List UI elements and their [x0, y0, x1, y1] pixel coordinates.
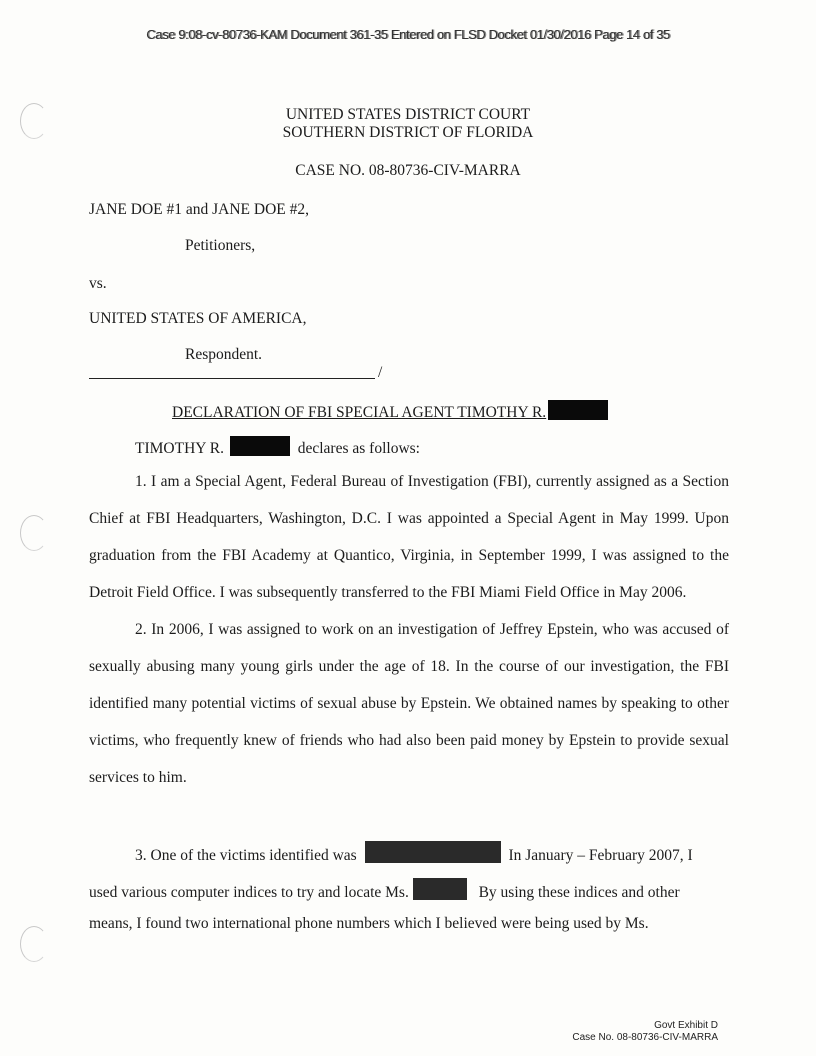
redaction-block	[365, 841, 501, 863]
paragraph-1: 1. I am a Special Agent, Federal Bureau of Investigation (FBI), currently assigned as a Section Chief at FBI Headquarters, Washington, D.C. I was appointed a Special Agent in May 1999. Upon graduation from the FBI Academy at Quantico, Virginia, in September 1999, I was assigned to the Detroit Field Office. I was subsequently transferred to the FBI Miami Field Office in May 2006.	[89, 473, 729, 601]
intro-rest: declares as follows:	[297, 440, 420, 457]
declaration-title-text: DECLARATION OF FBI SPECIAL AGENT TIMOTHY R.	[172, 404, 547, 421]
respondent-role: Respondent.	[185, 346, 263, 363]
case-number: CASE NO. 08-80736-CIV-MARRA	[295, 162, 521, 179]
exhibit-label: Govt Exhibit D	[654, 1020, 718, 1031]
redaction-block	[230, 436, 290, 456]
paragraph-2: 2. In 2006, I was assigned to work on an investigation of Jeffrey Epstein, who was accused of sexually abusing many young girls under the age of 18. In the course of our investigation, the FBI identified many potential victims of sexual abuse by Epstein. We obtained names by speaking to other victims, who frequently knew of friends who had also been paid money by Epstein to provide sexual services to him.	[89, 621, 729, 786]
petitioners-names: JANE DOE #1 and JANE DOE #2,	[89, 201, 309, 218]
paragraph-3-line3: means, I found two international phone numbers which I believed were being used by Ms.	[89, 915, 649, 932]
court-filing-header-stamp: Case 9:08-cv-80736-KAM Document 361-35 Entered on FLSD Docket 01/30/2016 Page 14 of 35	[146, 27, 670, 42]
binder-hole-mark-middle	[20, 515, 48, 551]
caption-slash: /	[378, 364, 383, 381]
caption-signature-line	[89, 378, 375, 379]
court-name-line2: SOUTHERN DISTRICT OF FLORIDA	[282, 124, 534, 141]
petitioners-role: Petitioners,	[185, 237, 256, 254]
exhibit-stamp	[572, 1020, 718, 1044]
paragraph-3-line1	[135, 841, 693, 865]
respondent-name: UNITED STATES OF AMERICA,	[89, 310, 307, 327]
declaration-title	[172, 400, 608, 422]
p3-text-d: By using these indices and other	[478, 884, 680, 901]
p3-text-a: 3. One of the victims identified was	[135, 847, 357, 864]
exhibit-case-number: Case No. 08-80736-CIV-MARRA	[572, 1032, 718, 1043]
declaration-intro	[135, 436, 420, 458]
paragraph-3-line2	[89, 878, 680, 902]
binder-hole-mark-bottom	[20, 926, 48, 962]
body-paragraphs	[89, 463, 729, 796]
redaction-block	[548, 400, 608, 420]
versus: vs.	[89, 275, 107, 292]
redaction-block	[413, 878, 467, 900]
intro-name: TIMOTHY R.	[135, 440, 224, 457]
p3-text-c: used various computer indices to try and locate Ms.	[89, 884, 409, 901]
p3-text-b: In January – February 2007, I	[508, 847, 693, 864]
court-name-line1: UNITED STATES DISTRICT COURT	[285, 106, 531, 123]
